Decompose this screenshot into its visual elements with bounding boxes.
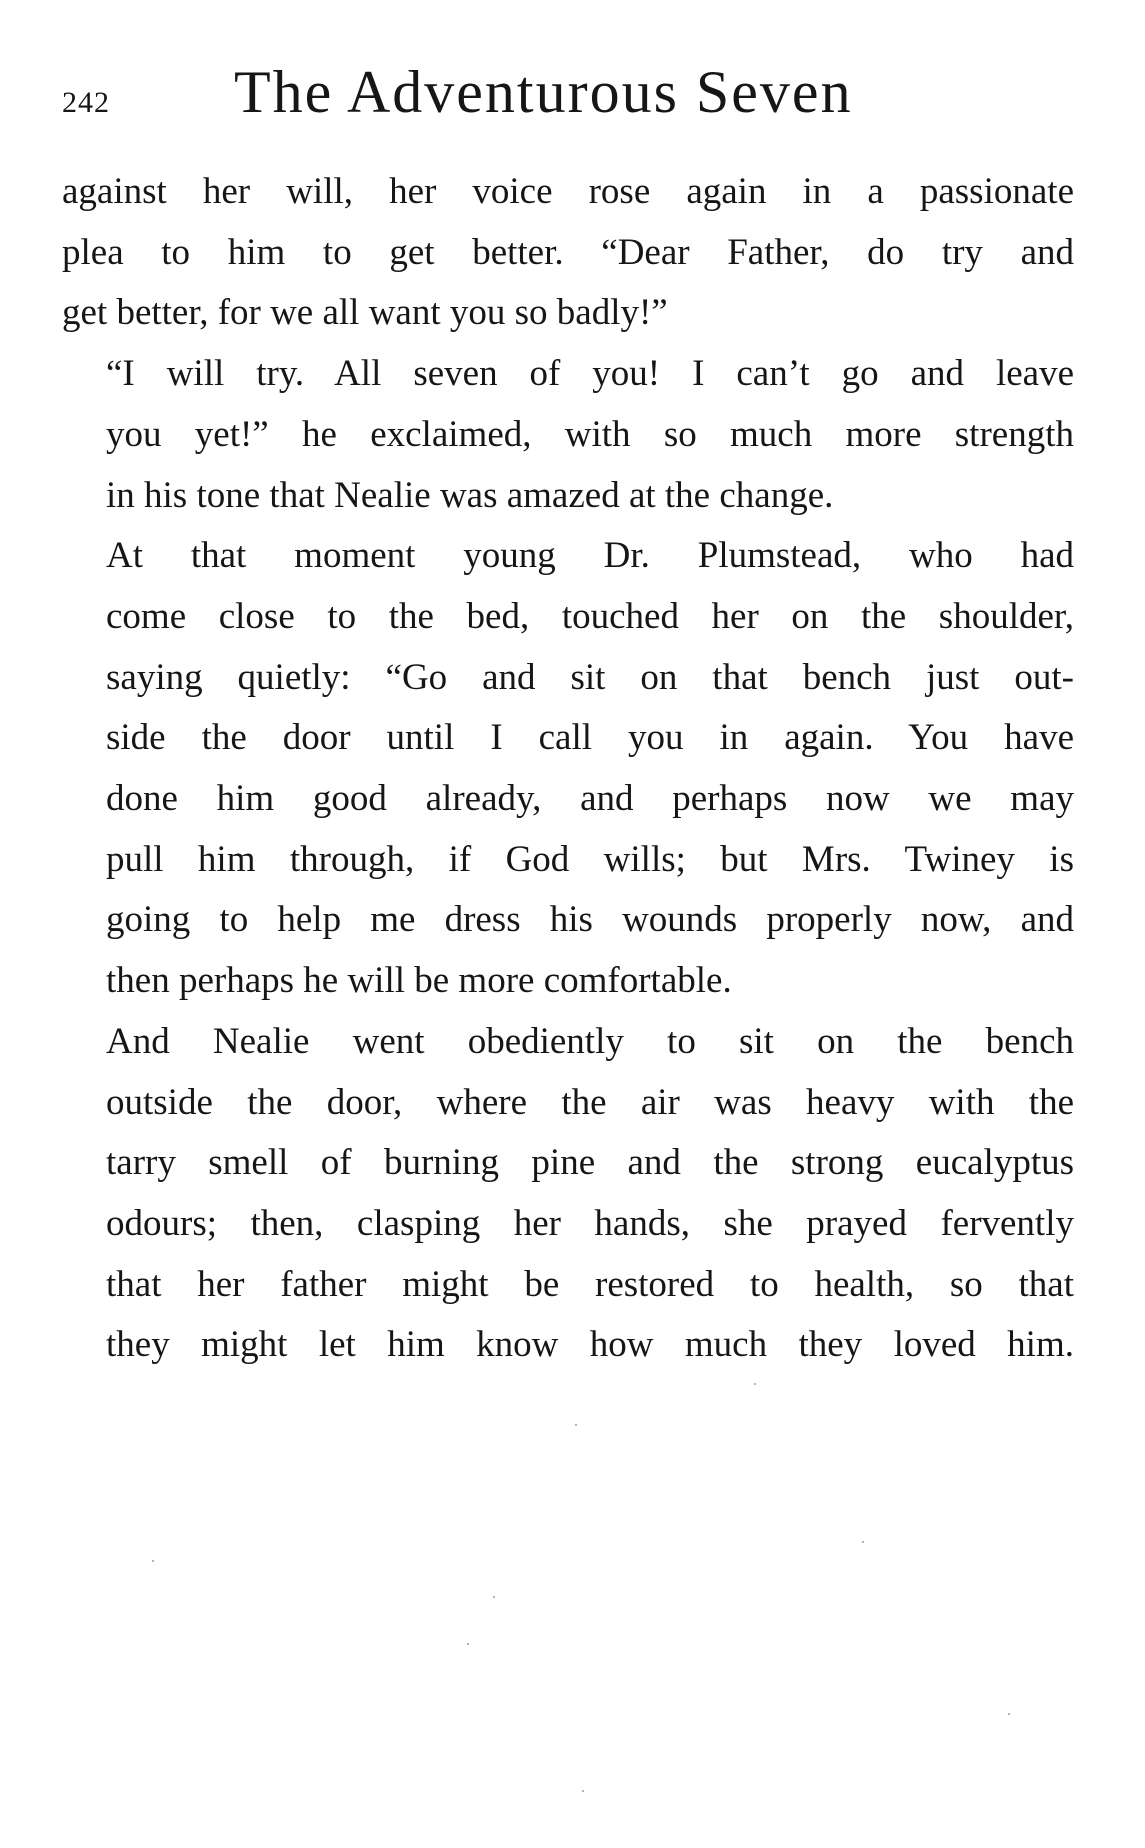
text-line: tarry smell of burning pine and the strong eucalyptus (106, 1142, 1074, 1184)
body-text (62, 162, 1074, 1376)
text-line: “I will try. All seven of you! I can’t go and leave (106, 353, 1074, 395)
text-line: get better, for we all want you so badly!” (62, 292, 668, 334)
paragraph-4 (62, 1012, 1074, 1376)
paragraph-1 (62, 162, 1074, 344)
text-line: they might let him know how much they loved him. (106, 1324, 1074, 1366)
paper-speck (467, 1643, 469, 1645)
text-line: At that moment young Dr. Plumstead, who had (106, 535, 1074, 577)
paper-speck (575, 1424, 577, 1426)
text-line: against her will, her voice rose again in a passionate (62, 171, 1074, 212)
text-line: going to help me dress his wounds properly now, and (106, 899, 1074, 941)
text-line: pull him through, if God wills; but Mrs. Twiney is (106, 838, 1074, 880)
paper-speck (152, 1560, 154, 1562)
text-line: side the door until I call you in again. You have (106, 717, 1074, 759)
text-line: done him good already, and perhaps now we may (106, 778, 1074, 820)
paper-speck (754, 1383, 756, 1385)
text-line: saying quietly: “Go and sit on that bench just out- (106, 656, 1074, 698)
page-header (62, 58, 1074, 128)
paper-speck (493, 1596, 495, 1598)
text-line: And Nealie went obediently to sit on the bench (106, 1020, 1074, 1062)
paragraph-3 (62, 526, 1074, 1012)
text-line: that her father might be restored to health, so that (106, 1263, 1074, 1305)
text-line: come close to the bed, touched her on the shoulder, (106, 595, 1074, 637)
text-line: in his tone that Nealie was amazed at the change. (106, 474, 834, 516)
text-line: outside the door, where the air was heavy with the (106, 1081, 1074, 1123)
paper-speck (1008, 1713, 1010, 1715)
page-number: 242 (62, 86, 110, 119)
paragraph-2 (62, 344, 1074, 526)
paper-speck (862, 1541, 864, 1543)
text-line: odours; then, clasping her hands, she prayed fervently (106, 1202, 1074, 1244)
running-title: The Adventurous Seven (234, 59, 853, 125)
text-line: plea to him to get better. “Dear Father, do try and (62, 231, 1074, 273)
text-line: then perhaps he will be more comfortable. (106, 960, 732, 1002)
text-line: you yet!” he exclaimed, with so much more strength (106, 413, 1074, 455)
paper-speck (582, 1790, 584, 1792)
